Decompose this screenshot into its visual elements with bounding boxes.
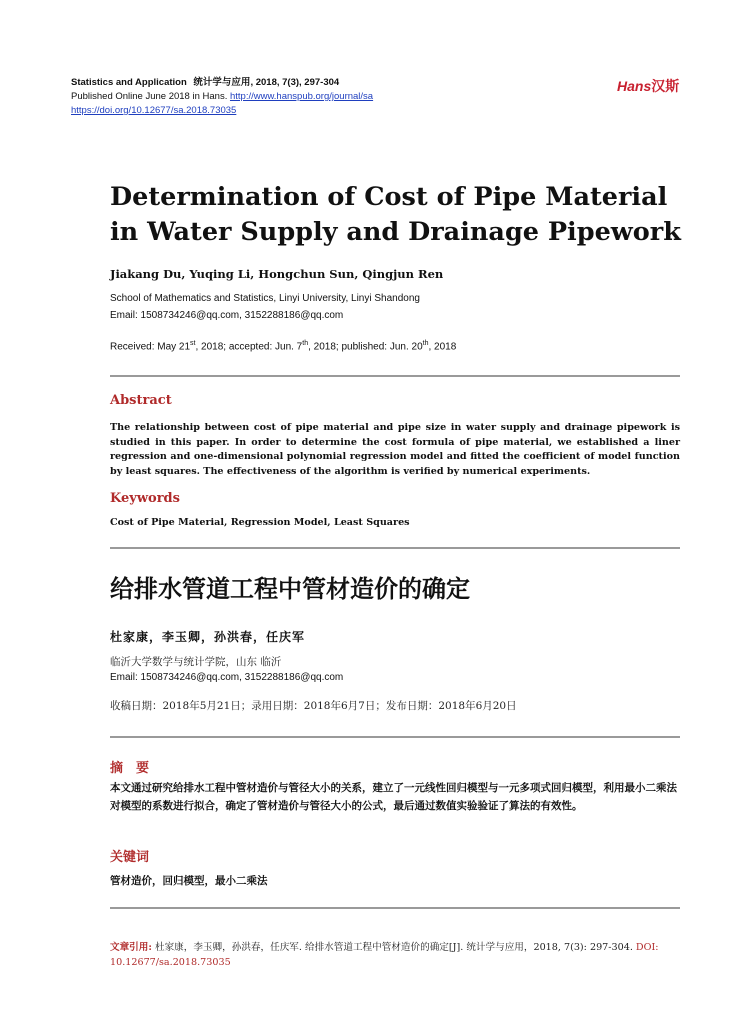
keywords-heading: Keywords — [110, 491, 180, 506]
authors-cn: 杜家康，李玉卿，孙洪春，任庆军 — [110, 630, 306, 644]
divider-middle — [110, 547, 680, 549]
dates-cn: 收稿日期：2018年5月21日；录用日期：2018年6月7日；发布日期：2018年6月20日 — [110, 700, 517, 712]
divider-bottom — [110, 907, 680, 909]
doi-line — [71, 105, 236, 117]
hans-logo — [617, 76, 679, 96]
affiliation: School of Mathematics and Statistics, Linyi University, Linyi Shandong — [110, 293, 420, 304]
abstract-text-cn: 本文通过研究给排水工程中管材造价与管径大小的关系，建立了一元线性回归模型与一元多项式回归模型，利用最小二乘法对模型的系数进行拟合，确定了管材造价与管径大小的公式，最后通过数值实验验证了算法的有效性。 — [110, 782, 677, 812]
keywords-heading-cn: 关键词 — [110, 850, 150, 865]
logo-cn: 汉斯 — [651, 78, 680, 94]
email-cn: Email: 1508734246@qq.com, 3152288186@qq.com — [110, 672, 344, 683]
email: Email: 1508734246@qq.com, 3152288186@qq.com — [110, 310, 344, 321]
published-sup: th — [422, 340, 429, 347]
abstract-heading: Abstract — [110, 393, 172, 408]
journal-name: Statistics and Application — [71, 77, 187, 88]
divider-cn — [110, 736, 680, 738]
received-sup: st — [190, 340, 196, 347]
journal-name-cn: 统计学与应用 — [193, 77, 251, 88]
citation-label: 文章引用: — [110, 942, 152, 953]
citation-doi[interactable]: DOI: 10.12677/sa.2018.73035 — [110, 942, 659, 968]
journal-issue: , 2018, 7(3), 297-304 — [250, 77, 340, 88]
paper-title: Determination of Cost of Pipe Material in Water Supply and Drainage Pipework — [110, 182, 681, 247]
authors: Jiakang Du, Yuqing Li, Hongchun Sun, Qingjun Ren — [110, 267, 444, 281]
abstract-text: The relationship between cost of pipe material and pipe size in water supply and drainage pipework is studied in this paper. In order to determine the cost formula of pipe material, we established a liner regression and one-dimensional polynomial regression model and fitted the coefficient of model function by least squares. The effectiveness of the algorithm is verified by numerical experiments. — [110, 422, 680, 477]
accepted-sup: th — [302, 340, 309, 347]
published-line — [71, 91, 373, 103]
received-dates — [110, 337, 456, 353]
abstract-heading-cn: 摘 要 — [110, 761, 150, 776]
citation — [110, 940, 682, 970]
received-part: Received: May 21 — [110, 341, 191, 353]
paper-title-cn: 给排水管道工程中管材造价的确定 — [110, 575, 470, 603]
accepted-part: , 2018; accepted: Jun. 7 — [195, 341, 303, 353]
published-text: Published Online June 2018 in Hans. — [71, 91, 228, 102]
doi-link[interactable]: https://doi.org/10.12677/sa.2018.73035 — [71, 105, 237, 116]
published-part: , 2018; published: Jun. 20 — [308, 341, 423, 353]
logo-en: Hans — [617, 78, 652, 94]
affiliation-cn: 临沂大学数学与统计学院，山东 临沂 — [110, 656, 282, 668]
keywords-text: Cost of Pipe Material, Regression Model, Least Squares — [110, 517, 410, 528]
keywords-text-cn: 管材造价，回归模型，最小二乘法 — [110, 875, 268, 887]
citation-text: 杜家康，李玉卿，孙洪春，任庆军. 给排水管道工程中管材造价的确定[J]. 统计学与应用，2018, 7(3): 297-304. — [151, 942, 633, 953]
journal-header-line — [71, 77, 339, 89]
journal-url-link[interactable]: http://www.hanspub.org/journal/sa — [229, 91, 374, 102]
divider-top — [110, 375, 680, 377]
year-part: , 2018 — [428, 341, 457, 353]
